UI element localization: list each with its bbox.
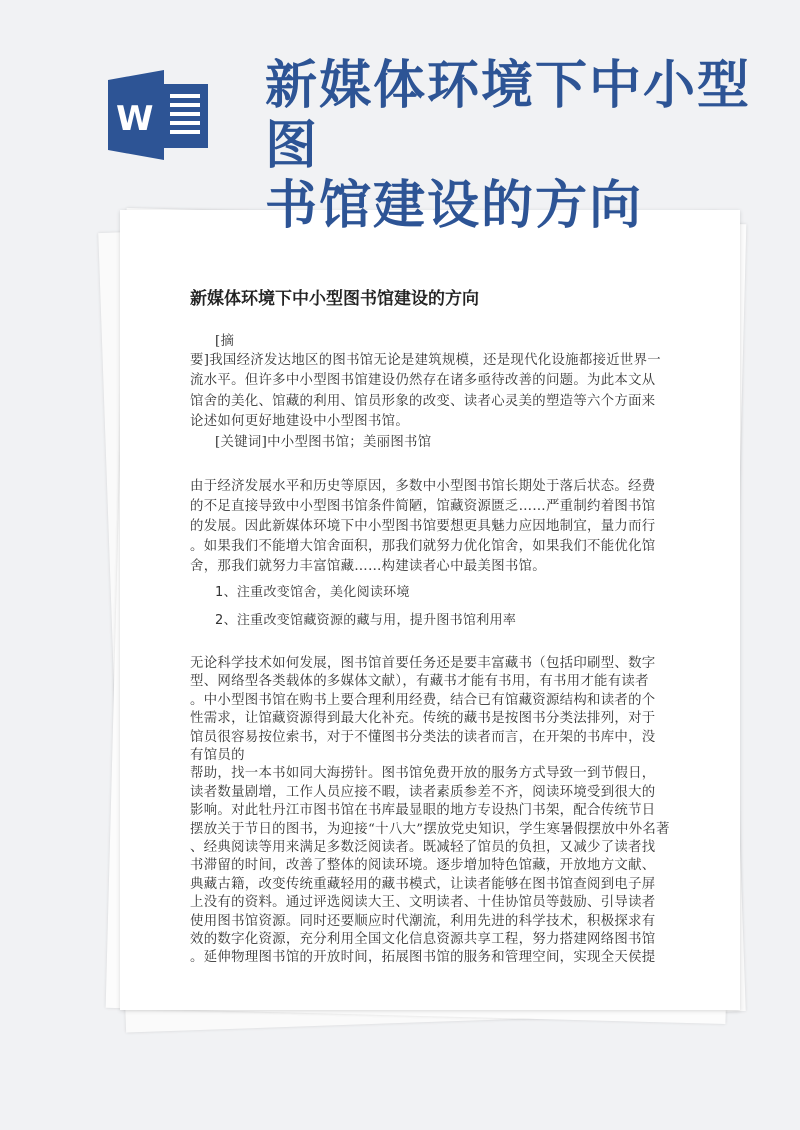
- header-title: [265, 56, 800, 236]
- keywords-line: [关键词]中小型图书馆；美丽图书馆: [215, 435, 432, 450]
- word-logo-icon: [108, 70, 214, 160]
- paragraph-line: 帮助，找一本书如同大海捞针。图书馆免费开放的服务方式导致一到节假日，: [190, 766, 656, 782]
- paragraph-line: 馆员很容易按位索书，对于不懂图书分类法的读者而言，在开架的书库中，没: [190, 729, 656, 745]
- paragraph-line: 由于经济发展水平和历史等原因，多数中小型图书馆长期处于落后状态。经费: [190, 479, 656, 494]
- abstract-line: 要]我国经济发达地区的图书馆无论是建筑规模，还是现代化设施都接近世界一: [190, 353, 662, 368]
- header-title-line: 新媒体环境下中小型图: [265, 55, 752, 176]
- section-heading: 1、注重改变馆舍，美化阅读环境: [215, 585, 410, 600]
- paragraph-line: 影响。对此牡丹江市图书馆在书库最显眼的地方专设热门书架，配合传统节日: [190, 803, 656, 819]
- abstract-line: 论述如何更好地建设中小型图书馆。: [190, 413, 410, 429]
- abstract-line: [摘: [215, 334, 235, 349]
- paragraph-line: 性需求，让馆藏资源得到最大化补充。传统的藏书是按图书分类法排列，对于: [190, 711, 656, 727]
- paragraph-line: 书滞留的时间，改善了整体的阅读环境。逐步增加特色馆藏，开放地方文献、: [190, 858, 656, 874]
- paragraph-line: 典藏古籍，改变传统重藏轻用的藏书模式，让读者能够在图书馆查阅到电子屏: [190, 876, 656, 892]
- paragraph-line: 。延伸物理图书馆的开放时间，拓展图书馆的服务和管理空间，实现全天侯提: [190, 950, 656, 966]
- abstract-line: 馆舍的美化、馆藏的利用、馆员形象的改变、读者心灵美的塑造等六个方面来: [190, 393, 656, 409]
- paragraph-line: 上没有的资料。通过评选阅读大王、文明读者、十佳协馆员等鼓励、引导读者: [190, 895, 656, 911]
- paragraph-line: 型、网络型各类载体的多媒体文献），有藏书才能有书用，有书用才能有读者: [190, 674, 649, 690]
- paragraph-line: 、经典阅读等用来满足多数泛阅读者。既减轻了馆员的负担，又减少了读者找: [190, 840, 656, 855]
- document-title: 新媒体环境下中小型图书馆建设的方向: [190, 289, 479, 309]
- paragraph-line: 效的数字化资源，充分利用全国文化信息资源共享工程，努力搭建网络图书馆: [190, 932, 656, 947]
- paragraph-line: 无论科学技术如何发展，图书馆首要任务还是要丰富藏书（包括印刷型、数字: [190, 656, 656, 671]
- svg-text:W: W: [116, 99, 154, 139]
- paragraph-line: 的不足直接导致中小型图书馆条件简陋，馆藏资源匮乏……严重制约着图书馆: [190, 499, 656, 514]
- paragraph-line: 的发展。因此新媒体环境下中小型图书馆要想更具魅力应因地制宜，量力而行: [190, 519, 656, 534]
- paragraph-line: 摆放关于节日的图书，为迎接“十八大”摆放党史知识，学生寒暑假摆放中外名著: [190, 821, 670, 837]
- paragraph-line: 。中小型图书馆在购书上要合理利用经费，结合已有馆藏资源结构和读者的个: [190, 692, 656, 708]
- paragraph-line: 舍，那我们就努力丰富馆藏……构建读者心中最美图书馆。: [190, 559, 546, 574]
- paragraph-line: 读者数量剧增，工作人员应接不暇，读者素质参差不齐，阅读环境受到很大的: [190, 784, 656, 800]
- abstract-line: 流水平。但许多中小型图书馆建设仍然存在诸多亟待改善的问题。为此本文从: [190, 373, 656, 389]
- header-title-line: 书馆建设的方向: [265, 175, 644, 236]
- paragraph-line: 有馆员的: [190, 748, 245, 763]
- paragraph-line: 。如果我们不能增大馆舍面积，那我们就努力优化馆舍，如果我们不能优化馆: [190, 539, 656, 554]
- section-heading: 2、注重改变馆藏资源的藏与用，提升图书馆利用率: [215, 613, 517, 628]
- paragraph-line: 使用图书馆资源。同时还要顺应时代潮流，利用先进的科学技术，积极探求有: [190, 913, 656, 929]
